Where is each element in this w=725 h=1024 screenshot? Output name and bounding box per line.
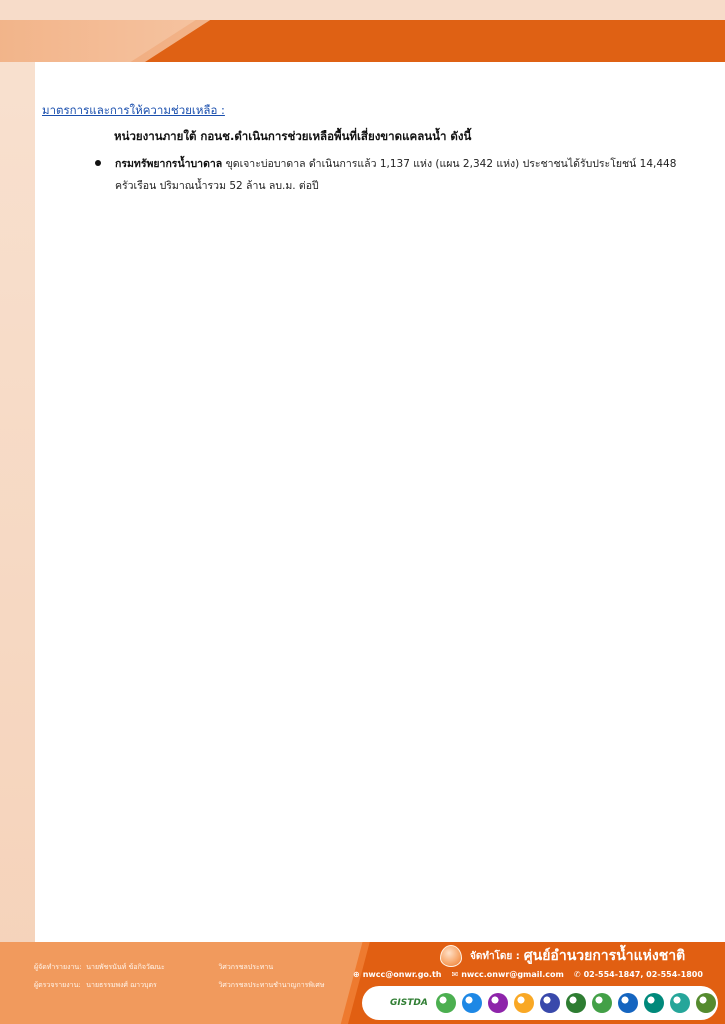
phone-contact [574, 970, 703, 979]
gistda-logo: GISTDA [390, 998, 428, 1008]
partner-logo-icon [514, 993, 534, 1013]
partner-logo-bar [362, 986, 718, 1020]
website-contact[interactable] [353, 970, 441, 979]
bullet-text [95, 153, 695, 197]
envelope-icon: ✉ [451, 970, 459, 979]
phone-icon: ✆ [573, 970, 581, 979]
partner-logo-icon [670, 993, 690, 1013]
credit-person: นายธรรมพงศ์ ฌาวบุตร [86, 981, 157, 989]
org-name: ศูนย์อำนวยการน้ำแห่งชาติ [523, 948, 686, 964]
website-text: nwcc@onwr.go.th [362, 970, 442, 979]
bullet-body: ขุดเจาะบ่อบาดาล ดำเนินการแล้ว 1,137 แห่ง (แผน 2,342 แห่ง) ประชาชนได้รับประโยชน์ 14,448 ครัวเรือน ปริมาณน้ำรวม 52 ล้าน ลบ.ม. ต่อปี [115, 158, 677, 192]
section-heading: มาตรการและการให้ความช่วยเหลือ : [42, 103, 225, 117]
water-drop-mascot-icon [440, 945, 462, 967]
email-text: nwcc.onwr@gmail.com [461, 970, 564, 979]
content-area [35, 62, 725, 942]
email-contact[interactable] [451, 970, 563, 979]
partner-logo-icon [436, 993, 456, 1013]
partner-logo-icon [618, 993, 638, 1013]
partner-logo-icon [644, 993, 664, 1013]
contact-line [353, 970, 703, 979]
bullet-org: กรมทรัพยากรน้ำบาดาล [115, 158, 223, 170]
credit-role: ผู้จัดทำรายงาน: [34, 963, 82, 971]
credit-role: ผู้ตรวจรายงาน: [34, 981, 81, 989]
credit-author [34, 962, 273, 973]
section-subheading: หน่วยงานภายใต้ กอนช.ดำเนินการช่วยเหลือพื้นที่เสี่ยงขาดแคลนน้ำ ดังนี้ [114, 129, 472, 143]
credit-person: นายพัชรนันท์ ข้อกิจวัฒนะ [86, 963, 165, 971]
phone-text: 02-554-1847, 02-554-1800 [583, 970, 703, 979]
partner-logo-icon [696, 993, 716, 1013]
partner-logo-icon [462, 993, 482, 1013]
org-prefix: จัดทำโดย : [470, 950, 520, 962]
partner-logo-icon [540, 993, 560, 1013]
org-line [440, 942, 685, 970]
partner-logo-icon [566, 993, 586, 1013]
bullet-item [95, 153, 695, 197]
partner-logo-icon [488, 993, 508, 1013]
credit-title: วิศวกรชลประทาน [218, 963, 274, 971]
credit-reviewer [34, 980, 324, 991]
partner-logo-icon [592, 993, 612, 1013]
bullet-icon [95, 160, 101, 166]
footer [0, 942, 725, 1024]
credit-title: วิศวกรชลประทานชำนาญการพิเศษ [218, 981, 325, 989]
globe-icon: ⊕ [353, 970, 360, 979]
